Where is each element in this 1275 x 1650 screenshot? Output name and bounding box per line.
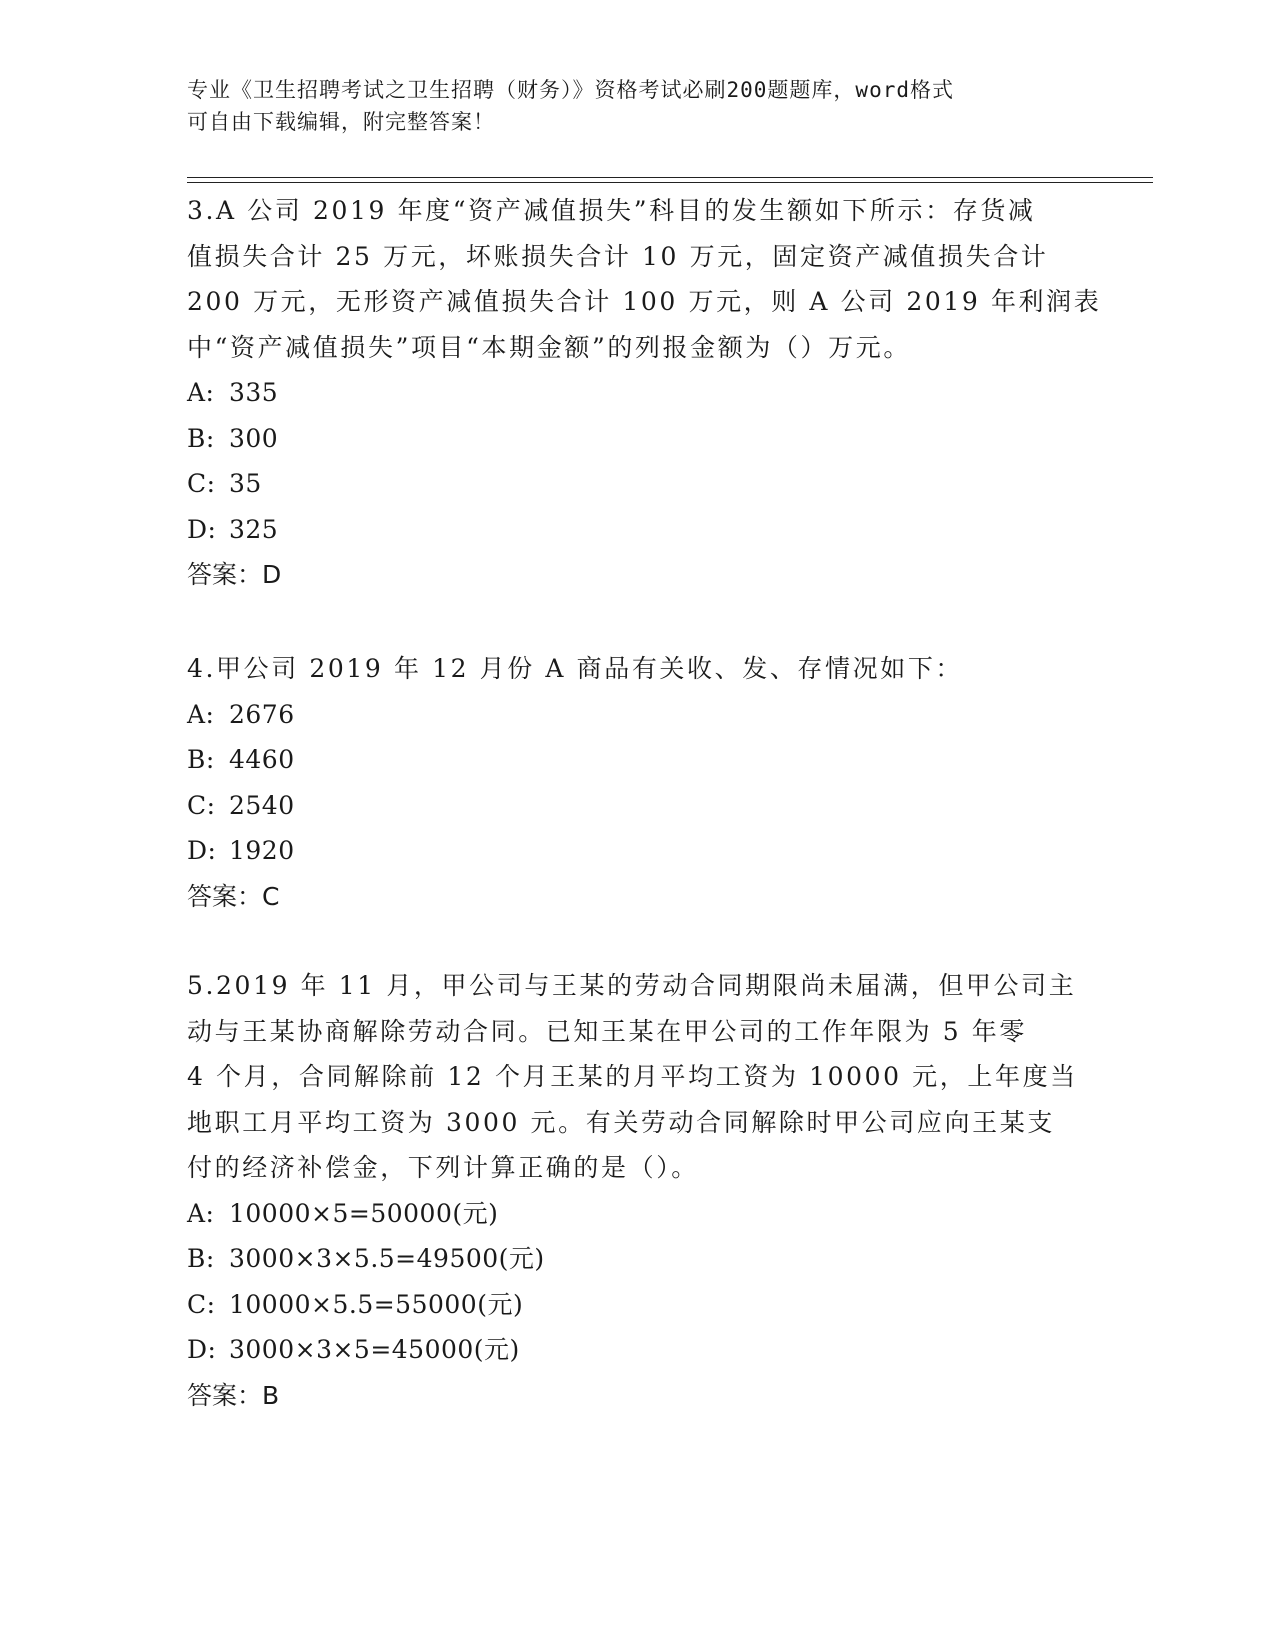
option-c: [187, 461, 1087, 507]
stem-line: 动与王某协商解除劳动合同。已知王某在甲公司的工作年限为 5 年零: [187, 1016, 1028, 1046]
option-text: 4460: [229, 745, 295, 774]
option-label: C:: [187, 469, 216, 498]
option-d: [187, 828, 1087, 874]
header-divider-bottom: [187, 182, 1153, 183]
option-label: A:: [187, 699, 215, 729]
option-label: A:: [187, 378, 215, 407]
option-label: B:: [187, 423, 215, 453]
option-text: 300: [229, 423, 279, 453]
header-line-1: 专业《卫生招聘考试之卫生招聘（财务）》资格考试必刷200题题库，word格式: [187, 78, 954, 102]
stem-line: 5.2019 年 11 月，甲公司与王某的劳动合同期限尚未届满，但甲公司主: [187, 971, 1077, 1000]
stem-line: 4 个月，合同解除前 12 个月王某的月平均工资为 10000 元，上年度当: [187, 1062, 1078, 1091]
answer-line: 答案：D: [187, 560, 282, 589]
document-header: [187, 74, 1067, 138]
question-3: [187, 188, 1102, 598]
stem-line: 3.A 公司 2019 年度“资产减值损失”科目的发生额如下所示：存货减: [187, 196, 1036, 225]
option-text: 325: [229, 514, 279, 544]
option-text: 1920: [229, 836, 295, 865]
option-text: 10000×5=50000(元): [229, 1198, 499, 1228]
option-label: C:: [187, 790, 216, 820]
header-divider-top: [187, 177, 1153, 178]
option-a: [187, 370, 1087, 416]
stem-line: 4.甲公司 2019 年 12 月份 A 商品有关收、发、存情况如下：: [187, 654, 964, 683]
question-4: [187, 646, 1087, 919]
stem-line: 地职工月平均工资为 3000 元。有关劳动合同解除时甲公司应向王某支: [187, 1107, 1055, 1137]
answer-line: 答案：B: [187, 1380, 280, 1410]
option-a: [187, 692, 1087, 738]
option-d: [187, 507, 1087, 553]
option-b: [187, 737, 1087, 783]
option-b: [187, 416, 1087, 462]
stem-line: 200 万元，无形资产减值损失合计 100 万元，则 A 公司 2019 年利润表: [187, 287, 1102, 316]
option-text: 2676: [229, 699, 295, 729]
option-text: 10000×5.5=55000(元): [229, 1289, 524, 1319]
option-c: [187, 783, 1087, 829]
option-text: 335: [229, 378, 279, 407]
question-stem: [187, 646, 1087, 692]
stem-line: 中“资产减值损失”项目“本期金额”的列报金额为（）万元。: [187, 332, 911, 362]
stem-line: 付的经济补偿金，下列计算正确的是（）。: [187, 1153, 699, 1182]
option-label: B:: [187, 745, 215, 774]
option-text: 3000×3×5.5=49500(元): [229, 1244, 545, 1273]
option-a: [187, 1191, 1087, 1237]
option-text: 35: [229, 469, 262, 498]
option-label: D:: [187, 514, 217, 544]
question-stem: [187, 188, 1102, 370]
option-c: [187, 1282, 1087, 1328]
option-label: D:: [187, 1335, 217, 1364]
stem-line: 值损失合计 25 万元，坏账损失合计 10 万元，固定资产减值损失合计: [187, 241, 1049, 271]
option-text: 3000×3×5=45000(元): [229, 1335, 520, 1364]
option-label: B:: [187, 1244, 215, 1273]
question-5: [187, 963, 1087, 1418]
option-text: 2540: [229, 790, 295, 820]
option-b: [187, 1236, 1087, 1282]
answer-line: 答案：C: [187, 881, 280, 911]
option-label: C:: [187, 1289, 216, 1319]
question-stem: [187, 963, 1087, 1191]
header-line-2: 可自由下载编辑，附完整答案！: [187, 110, 495, 134]
option-label: A:: [187, 1198, 215, 1228]
option-label: D:: [187, 836, 217, 865]
option-d: [187, 1327, 1087, 1373]
